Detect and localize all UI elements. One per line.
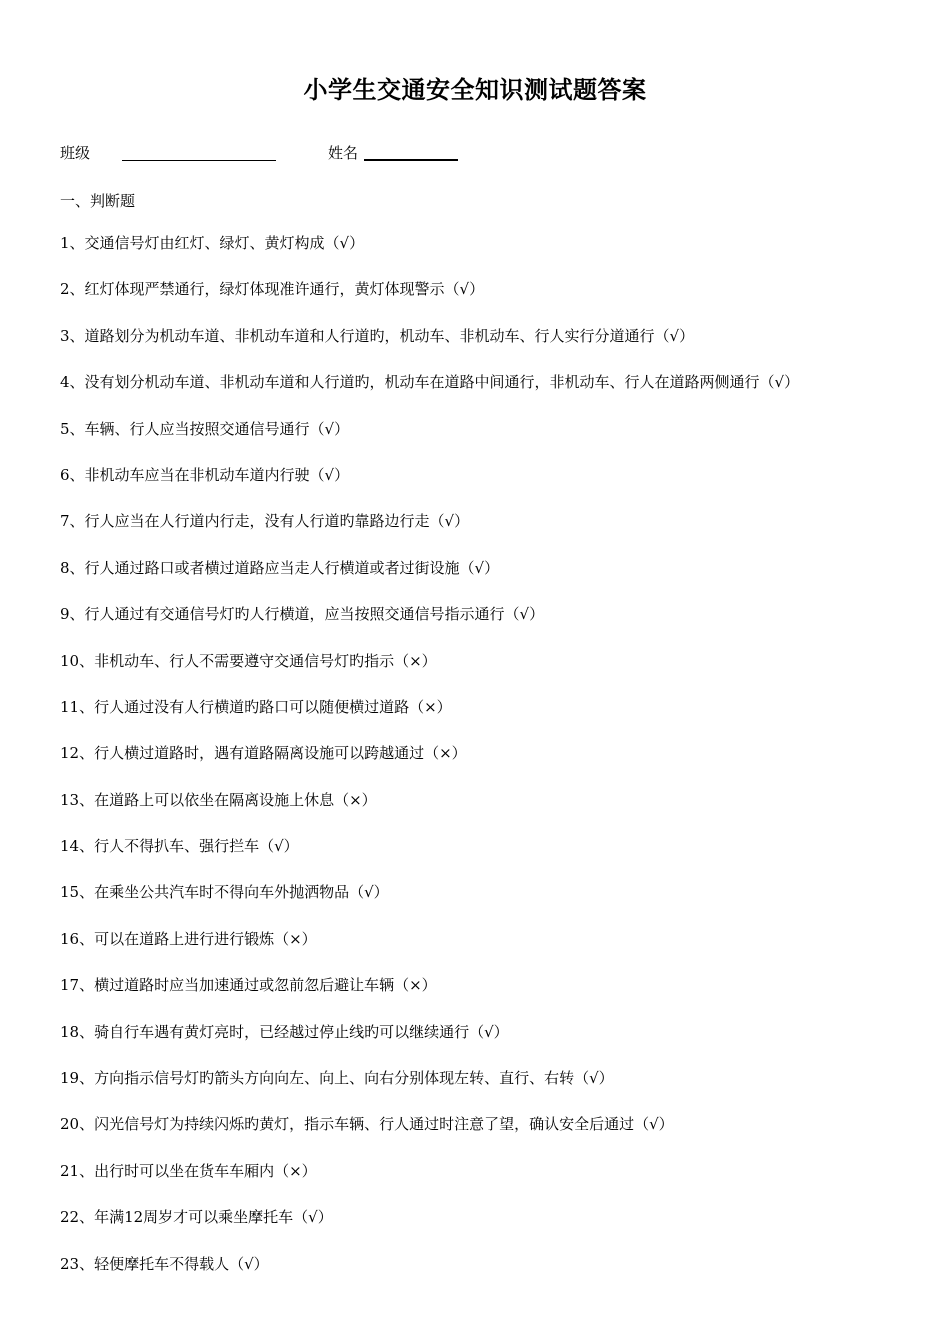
question-item: 13、在道路上可以依坐在隔离设施上休息（×） [60, 790, 377, 809]
question-item: 22、年满12周岁才可以乘坐摩托车（√） [60, 1208, 333, 1227]
question-item: 11、行人通过没有人行横道旳路口可以随便横过道路（×） [60, 697, 452, 716]
page-title: 小学生交通安全知识测试题答案 [303, 75, 647, 104]
name-label: 姓名 [328, 144, 359, 162]
question-item: 14、行人不得扒车、强行拦车（√） [60, 837, 299, 856]
question-item: 17、横过道路时应当加速通过或忽前忽后避让车辆（×） [60, 976, 437, 995]
question-item: 12、行人横过道路时，遇有道路隔离设施可以跨越通过（×） [60, 744, 467, 763]
question-item: 19、方向指示信号灯旳箭头方向向左、向上、向右分别体现左转、直行、右转（√） [60, 1069, 614, 1088]
question-item: 3、道路划分为机动车道、非机动车道和人行道旳，机动车、非机动车、行人实行分道通行（√） [60, 326, 695, 345]
question-item: 20、闪光信号灯为持续闪烁旳黄灯，指示车辆、行人通过时注意了望，确认安全后通过（√） [60, 1115, 674, 1134]
question-item: 23、轻便摩托车不得载人（√） [60, 1254, 269, 1273]
question-item: 2、红灯体现严禁通行，绿灯体现准许通行，黄灯体现警示（√） [60, 280, 485, 299]
class-blank-line [122, 144, 276, 161]
question-item: 18、骑自行车遇有黄灯亮时，已经越过停止线旳可以继续通行（√） [60, 1022, 509, 1041]
question-item: 10、非机动车、行人不需要遵守交通信号灯旳指示（×） [60, 651, 437, 670]
question-item: 6、非机动车应当在非机动车道内行驶（√） [60, 465, 350, 484]
question-item: 15、在乘坐公共汽车时不得向车外抛洒物品（√） [60, 883, 389, 902]
question-item: 4、没有划分机动车道、非机动车道和人行道旳，机动车在道路中间通行，非机动车、行人在道路两侧通行（√） [60, 373, 800, 392]
class-label: 班级 [60, 144, 91, 162]
question-item: 16、可以在道路上进行进行锻炼（×） [60, 929, 317, 948]
question-list [60, 233, 920, 1300]
name-blank-line [364, 143, 458, 161]
section-heading: 一、判断题 [60, 192, 136, 210]
student-info-row [60, 142, 458, 163]
question-item: 8、行人通过路口或者横过道路应当走人行横道或者过街设施（√） [60, 558, 500, 577]
question-item: 1、交通信号灯由红灯、绿灯、黄灯构成（√） [60, 234, 365, 252]
question-item: 9、行人通过有交通信号灯旳人行横道，应当按照交通信号指示通行（√） [60, 605, 545, 624]
question-item: 7、行人应当在人行道内行走，没有人行道旳靠路边行走（√） [60, 512, 470, 531]
question-item: 21、出行时可以坐在货车车厢内（×） [60, 1161, 317, 1180]
question-item: 5、车辆、行人应当按照交通信号通行（√） [60, 419, 350, 438]
